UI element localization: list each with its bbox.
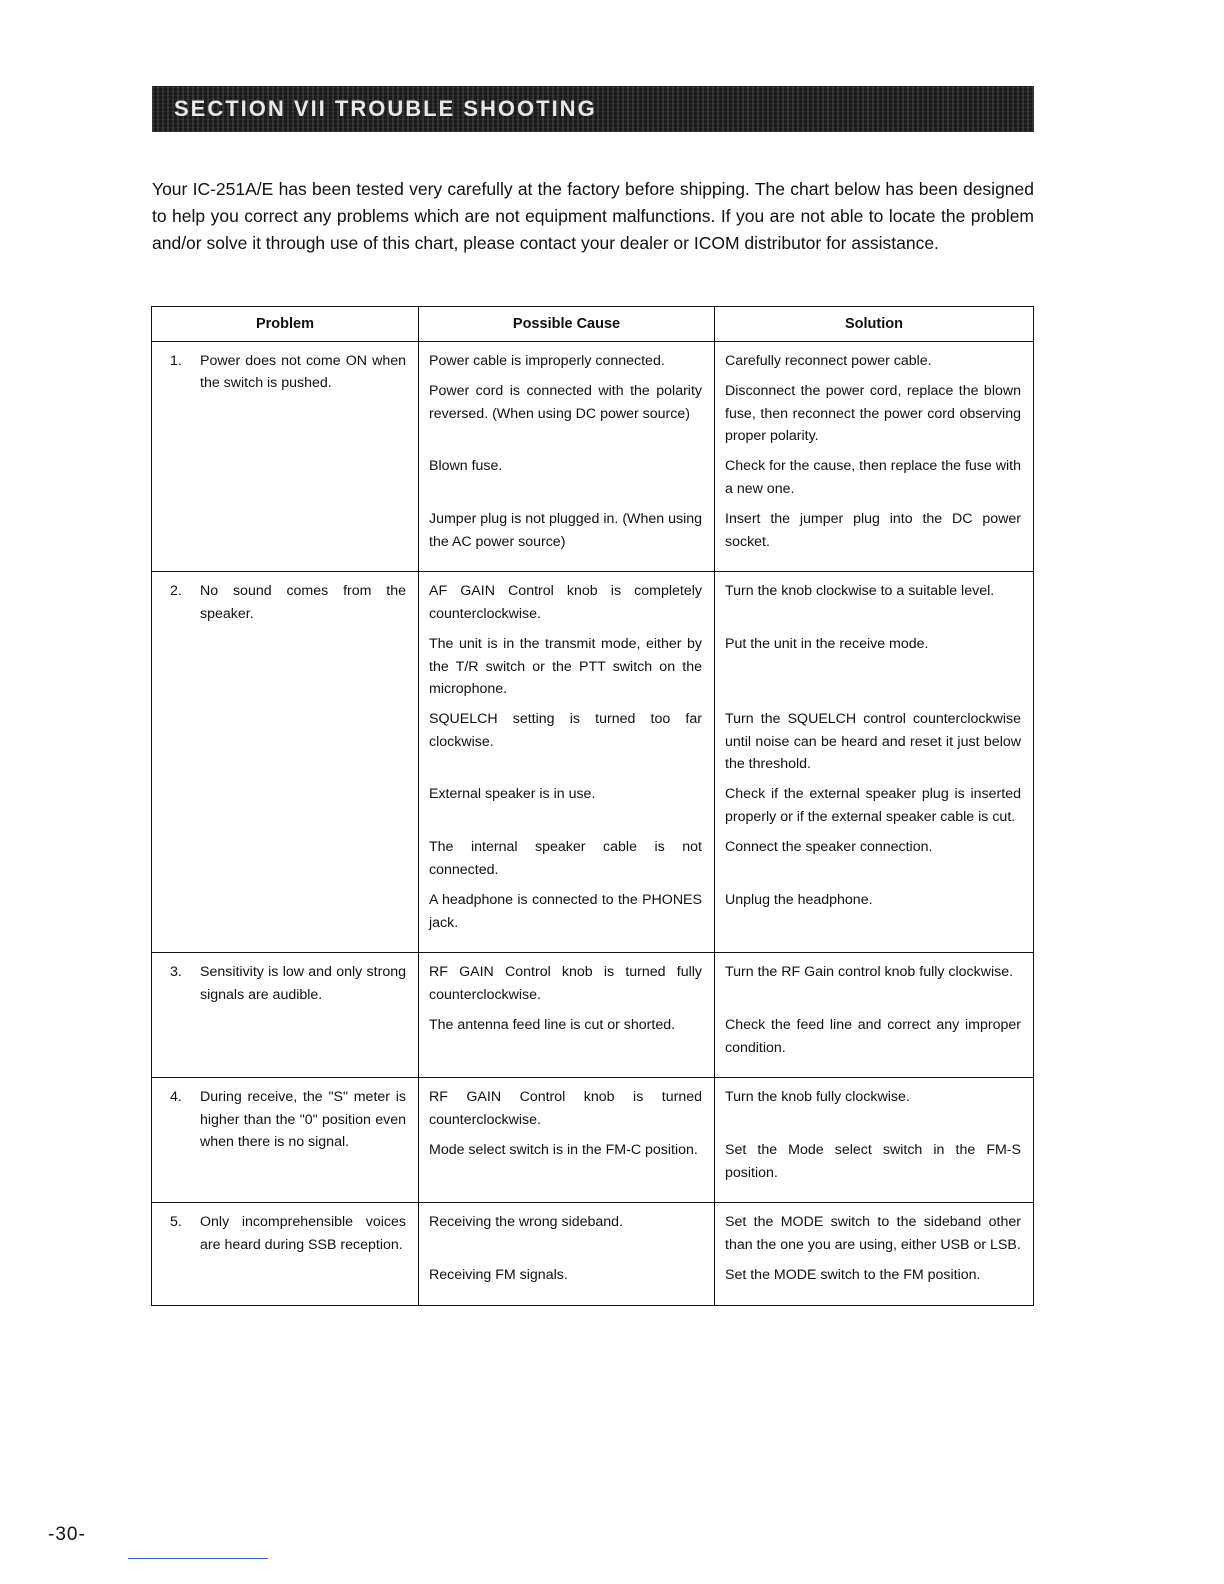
cause-item: The internal speaker cable is not connected. xyxy=(429,839,702,878)
solution-cell xyxy=(715,1203,1034,1305)
cause-item: Receiving the wrong sideband. xyxy=(429,1214,624,1231)
solution-item: Carefully reconnect power cable. xyxy=(725,353,932,369)
cause-cell xyxy=(419,1078,715,1203)
solution-cell xyxy=(715,1078,1034,1203)
cause-item: Blown fuse. xyxy=(429,458,503,475)
cause-item: A headphone is connected to the PHONES jack. xyxy=(429,892,702,931)
solution-item: Put the unit in the receive mode. xyxy=(725,636,929,653)
cause-item: RF GAIN Control knob is turned fully counterclockwise. xyxy=(429,964,702,1003)
problem-text: No sound comes from the speaker. xyxy=(200,583,406,622)
footer-rule xyxy=(128,1558,268,1559)
problem-text: During receive, the "S" meter is higher than the "0" position even when there is no signal. xyxy=(200,1089,406,1150)
cause-item: RF GAIN Control knob is turned counterclockwise. xyxy=(429,1089,702,1128)
cause-cell xyxy=(419,342,715,572)
cause-item: Receiving FM signals. xyxy=(429,1267,568,1284)
solution-item: Set the MODE switch to the sideband other than the one you are using, either USB or LSB. xyxy=(725,1214,1021,1253)
table-row xyxy=(152,1203,1034,1305)
problem-text: Power does not come ON when the switch is pushed. xyxy=(200,353,406,392)
cause-item: External speaker is in use. xyxy=(429,786,596,803)
problem-text: Sensitivity is low and only strong signals are audible. xyxy=(200,964,406,1003)
solution-item: Check the feed line and correct any improper condition. xyxy=(725,1017,1021,1056)
solution-item: Insert the jumper plug into the DC power socket. xyxy=(725,511,1021,550)
solution-item: Turn the knob clockwise to a suitable level. xyxy=(725,583,995,600)
cause-cell xyxy=(419,572,715,953)
solution-item: Disconnect the power cord, replace the blown fuse, then reconnect the power cord observing proper polarity. xyxy=(725,383,1021,444)
cause-item: AF GAIN Control knob is completely counterclockwise. xyxy=(429,583,702,622)
table-row xyxy=(152,342,1034,572)
troubleshooting-table xyxy=(151,306,1034,1306)
solution-item: Set the MODE switch to the FM position. xyxy=(725,1267,981,1284)
solution-cell xyxy=(715,572,1034,953)
table-header-row xyxy=(152,307,1034,342)
table-row xyxy=(152,1078,1034,1203)
table-row xyxy=(152,572,1034,953)
problem-number: 3. xyxy=(170,964,182,981)
cause-item: Jumper plug is not plugged in. (When using the AC power source) xyxy=(429,511,702,550)
solution-item: Check if the external speaker plug is inserted properly or if the external speaker cable is cut. xyxy=(725,786,1021,825)
solution-item: Unplug the headphone. xyxy=(725,892,873,909)
problem-cell xyxy=(152,342,419,572)
solution-item: Turn the SQUELCH control counterclockwise until noise can be heard and reset it just below the threshold. xyxy=(725,711,1021,772)
cause-item: Power cord is connected with the polarity reversed. (When using DC power source) xyxy=(429,383,702,422)
solution-item: Check for the cause, then replace the fuse with a new one. xyxy=(725,458,1021,497)
cause-cell xyxy=(419,953,715,1078)
problem-number: 5. xyxy=(170,1214,182,1231)
intro-paragraph: Your IC-251A/E has been tested very carefully at the factory before shipping. The chart below has been designed to help you correct any problems which are not equipment malfunctions. If you are not able to locate the problem and/or solve it through use of this chart, please contact your dealer or ICOM distributor for assistance. xyxy=(152,179,1034,253)
solution-item: Turn the RF Gain control knob fully clockwise. xyxy=(725,964,1014,981)
problem-number: 1. xyxy=(170,353,182,369)
problem-number: 4. xyxy=(170,1089,182,1106)
problem-cell xyxy=(152,572,419,953)
problem-number: 2. xyxy=(170,583,182,600)
header-possible-cause: Possible Cause xyxy=(419,307,715,342)
header-problem: Problem xyxy=(152,307,419,342)
solution-item: Set the Mode select switch in the FM-S position. xyxy=(725,1142,1021,1181)
table-row xyxy=(152,953,1034,1078)
section-title-banner xyxy=(152,86,1034,132)
solution-item: Connect the speaker connection. xyxy=(725,839,933,856)
cause-item: The unit is in the transmit mode, either by the T/R switch or the PTT switch on the microphone. xyxy=(429,636,702,697)
cause-item: SQUELCH setting is turned too far clockwise. xyxy=(429,711,702,750)
cause-item: Mode select switch is in the FM-C position. xyxy=(429,1142,698,1159)
problem-cell xyxy=(152,1078,419,1203)
cause-item: Power cable is improperly connected. xyxy=(429,353,665,369)
cause-item: The antenna feed line is cut or shorted. xyxy=(429,1017,676,1034)
page-number: -30- xyxy=(48,1524,86,1545)
solution-cell xyxy=(715,342,1034,572)
cause-cell xyxy=(419,1203,715,1305)
section-title: SECTION VII TROUBLE SHOOTING xyxy=(174,96,597,121)
problem-cell xyxy=(152,1203,419,1305)
solution-item: Turn the knob fully clockwise. xyxy=(725,1089,910,1106)
problem-cell xyxy=(152,953,419,1078)
solution-cell xyxy=(715,953,1034,1078)
header-solution: Solution xyxy=(715,307,1034,342)
problem-text: Only incomprehensible voices are heard during SSB reception. xyxy=(200,1214,406,1253)
